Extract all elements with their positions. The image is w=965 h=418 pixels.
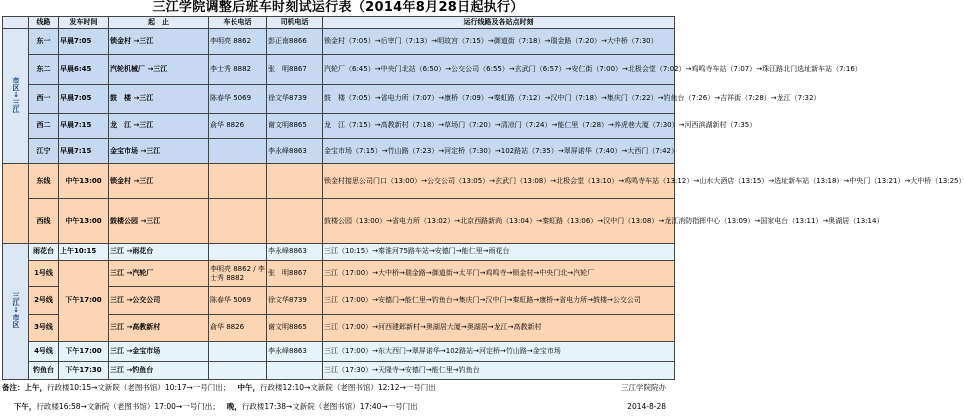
- route-text: 三江（17:00）→安德门→能仁里→钓鱼台→集庆门→汉中门→秦虹路→康桥→省电力所→鼓楼→公交公司: [323, 287, 675, 315]
- route-text: 锁金村接思公司门口（13:00）→公交公司（13:05）→玄武门（13:08）→北极会堂（13:10）→鸡鸣寺车站（13:12）→山水大酒店（13:15）→选址新车站（13:18）→中央门（13:21）→大中桥（13:25）: [323, 164, 675, 199]
- table-header-row: [3, 17, 675, 29]
- driver-phone: 张 明8867: [267, 55, 323, 84]
- depart-time: 早晨7:05: [59, 84, 109, 113]
- header-time: 发车时间: [59, 17, 109, 29]
- origin-stop: [109, 29, 209, 55]
- driver-phone: 谢文明8865: [267, 113, 323, 138]
- origin-stop: [109, 164, 209, 199]
- origin-label: 龙 江: [110, 121, 131, 130]
- footer-am-text: 行政楼10:15→文新院（老图书馆）10:17→一号门出；: [47, 383, 231, 392]
- schedule-table: [2, 16, 965, 380]
- leader-phone: [209, 138, 267, 163]
- header-leader-phone: 车长电话: [209, 17, 267, 29]
- leader-phone: 李明亮 8862: [209, 29, 267, 55]
- destination-label: →汽轮厂: [126, 269, 154, 278]
- depart-time: 中午13:00: [59, 164, 109, 199]
- destination-label: →三江: [133, 121, 154, 130]
- line-name: 西线: [29, 199, 59, 243]
- leader-phone: [209, 361, 267, 379]
- origin-stop: [109, 260, 209, 286]
- table-row: [3, 55, 675, 84]
- destination-label: →三江: [133, 94, 154, 103]
- footer-date: 2014-8-28: [627, 402, 666, 411]
- line-name: 东线: [29, 164, 59, 199]
- footer-office: 三江学院院办: [621, 383, 666, 392]
- region-label: 三江↓市区: [12, 291, 20, 328]
- driver-phone: [267, 199, 323, 243]
- region-sanjiang-to-city: [3, 243, 29, 379]
- depart-time: 中午13:00: [59, 199, 109, 243]
- origin-label: 三江: [110, 323, 124, 332]
- driver-phone: 徐文华8739: [267, 287, 323, 315]
- leader-phone: [209, 243, 267, 260]
- route-text: 三江（10:15）→秦淮河75路车站→安德门→能仁里→雨花台: [323, 243, 675, 260]
- route-text: 三江（17:00）→大中桥→瑞金路→御道街→太平门→鸡鸣寺→锁金村→中央门北→汽轮厂: [323, 260, 675, 286]
- depart-time: 早晨7:05: [59, 29, 109, 55]
- table-row: [3, 164, 675, 199]
- leader-phone: 陈春华 5069: [209, 287, 267, 315]
- origin-label: 鼓楼公园: [110, 216, 138, 225]
- depart-time: 上午10:15: [59, 243, 109, 260]
- footer-pm-label: 下午，: [13, 402, 37, 411]
- table-row: [3, 113, 675, 138]
- route-text: 汽轮厂（6:45）→中央门北站（6:50）→公交公司（6:55）→玄武门（6:57）→安仁街（7:00）→北极会堂（7:02）→鸡鸣寺车站（7:07）→珠江路北门选址新车站（7:16）: [323, 55, 675, 84]
- driver-phone: 李永峰8863: [267, 243, 323, 260]
- route-text: 锁金村（7:05）→后宰门（7:13）→明故宫（7:15）→御道街（7:18）→瑞金路（7:20）→大中桥（7:30）: [323, 29, 675, 55]
- footer-noon-text: 行政楼12:10→文新院（老图书馆）12:12→一号门出: [259, 383, 436, 392]
- origin-stop: [109, 315, 209, 341]
- region-blank: [3, 164, 29, 244]
- line-name: 江宁: [29, 138, 59, 163]
- leader-phone: [209, 164, 267, 199]
- origin-stop: [109, 84, 209, 113]
- line-name: 钓鱼台: [29, 361, 59, 379]
- origin-label: 锁金村: [110, 176, 131, 185]
- leader-phone: 李明亮 8862 / 李士秀 8882: [209, 260, 267, 286]
- region-label: 市区↓三江: [12, 76, 20, 113]
- origin-stop: [109, 361, 209, 379]
- line-name: 西二: [29, 113, 59, 138]
- line-name: 3号线: [29, 315, 59, 341]
- driver-phone: 徐文华8739: [267, 84, 323, 113]
- leader-phone: [209, 341, 267, 361]
- route-text: 龙 江（7:15）→高教新村（7:18）→草场门（7:20）→清凉门（7:24）→能仁里（7:28）→养虎巷大厦（7:30）→河西滨湖新村（7:35）: [323, 113, 675, 138]
- leader-phone: 李士秀 8882: [209, 55, 267, 84]
- destination-label: →钓鱼台: [126, 365, 154, 374]
- footer-line-1: [2, 381, 674, 394]
- origin-stop: [109, 341, 209, 361]
- depart-time: 下午17:30: [59, 361, 109, 379]
- table-row: [3, 199, 675, 243]
- page-title: 三江学院调整后班车时刻试运行表（2014年8月28日起执行）: [152, 0, 524, 15]
- table-row: [3, 361, 675, 379]
- depart-time: 下午17:00: [59, 260, 109, 341]
- leader-phone: 俞华 8826: [209, 113, 267, 138]
- line-name: 2号线: [29, 287, 59, 315]
- driver-phone: 李永峰8863: [267, 341, 323, 361]
- driver-phone: 李永峰8863: [267, 138, 323, 163]
- table-row: [3, 29, 675, 55]
- origin-stop: [109, 199, 209, 243]
- table-row: [3, 84, 675, 113]
- origin-label: 鼓 楼: [110, 94, 131, 103]
- header-line: 线路: [29, 17, 59, 29]
- table-row: [3, 243, 675, 260]
- header-route: 运行线路及各站点时刻: [323, 17, 675, 29]
- leader-phone: 陈春华 5069: [209, 84, 267, 113]
- leader-phone: 俞华 8826: [209, 315, 267, 341]
- route-text: 金宝市场（7:15）→竹山路（7:23）→河定桥（7:30）→102路站（7:35）→翠屏诺华（7:40）→大西门（7:42）: [323, 138, 675, 163]
- route-text: 鼓楼公园（13:00）→省电力所（13:02）→北京西路新尚（13:04）→秦虹路（13:06）→汉中门（13:08）→龙江消防指挥中心（13:09）→国家电台（13:11）→奥湖居（13:14）: [323, 199, 675, 243]
- origin-label: 金宝市场: [110, 146, 138, 155]
- footer-note-label: 备注：: [2, 383, 25, 392]
- origin-stop: [109, 138, 209, 163]
- footer-pm-text: 行政楼16:58→文新院（老图书馆）17:00→一号门出；: [36, 402, 220, 411]
- destination-label: →三江: [133, 37, 154, 46]
- line-name: 东一: [29, 29, 59, 55]
- table-row: [3, 341, 675, 361]
- footer-am-label: 上午，: [24, 383, 47, 392]
- driver-phone: 谢文明8865: [267, 315, 323, 341]
- footer-noon-label: 中午，: [237, 383, 260, 392]
- origin-stop: [109, 55, 209, 84]
- depart-time: 早晨6:45: [59, 55, 109, 84]
- origin-label: 三江: [110, 296, 124, 305]
- destination-label: →雨花台: [126, 247, 154, 256]
- table-row: [3, 138, 675, 163]
- line-name: 1号线: [29, 260, 59, 286]
- driver-phone: 彭正南8866: [267, 29, 323, 55]
- origin-label: 三江: [110, 346, 124, 355]
- region-city-to-sanjiang: [3, 29, 29, 164]
- header-from-to: 起 止: [109, 17, 209, 29]
- depart-time: 早晨7:15: [59, 138, 109, 163]
- line-name: 西一: [29, 84, 59, 113]
- destination-label: →金宝市场: [126, 346, 161, 355]
- route-text: 三江（17:00）→河西建邺新村→奥湖居大厦→奥湖居→龙江→高教新村: [323, 315, 675, 341]
- footer-eve-text: 行政楼17:38→文新院（老图书馆）17:40→一号门出: [241, 402, 418, 411]
- line-name: 4号线: [29, 341, 59, 361]
- origin-label: 汽轮机械厂: [110, 64, 145, 73]
- table-row: [3, 260, 675, 286]
- driver-phone: [267, 361, 323, 379]
- origin-label: 三江: [110, 247, 124, 256]
- destination-label: →三江: [140, 146, 161, 155]
- origin-stop: [109, 287, 209, 315]
- origin-stop: [109, 113, 209, 138]
- line-name: 东二: [29, 55, 59, 84]
- route-text: 三江（17:00）→东大西门→翠屏诺华→102路站→河定桥→竹山路→金宝市场: [323, 341, 675, 361]
- route-text: 鼓 楼（7:05）→省电力所（7:07）→康桥（7:09）→秦虹路（7:12）→汉中门（7:18）→集庆门（7:22）→钓鱼台（7:26）→吉祥街（7:28）→龙江（7:32）: [323, 84, 675, 113]
- destination-label: →公交公司: [126, 296, 161, 305]
- driver-phone: 张 明8867: [267, 260, 323, 286]
- destination-label: →高教新村: [126, 323, 161, 332]
- origin-label: 三江: [110, 365, 124, 374]
- destination-label: →三江: [133, 176, 154, 185]
- footer-eve-label: 晚，: [226, 402, 242, 411]
- header-region: [3, 17, 29, 29]
- destination-label: →三江: [147, 64, 168, 73]
- driver-phone: [267, 164, 323, 199]
- route-text: 三江（17:30）→天隆寺→安德门→能仁里→钓鱼台: [323, 361, 675, 379]
- origin-label: 锁金村: [110, 37, 131, 46]
- origin-stop: [109, 243, 209, 260]
- footer-line-2: [2, 400, 674, 413]
- leader-phone: [209, 199, 267, 243]
- origin-label: 三江: [110, 269, 124, 278]
- header-driver-phone: 司机电话: [267, 17, 323, 29]
- destination-label: →三江: [140, 216, 161, 225]
- line-name: 雨花台: [29, 243, 59, 260]
- depart-time: 下午17:00: [59, 341, 109, 361]
- depart-time: 早晨7:15: [59, 113, 109, 138]
